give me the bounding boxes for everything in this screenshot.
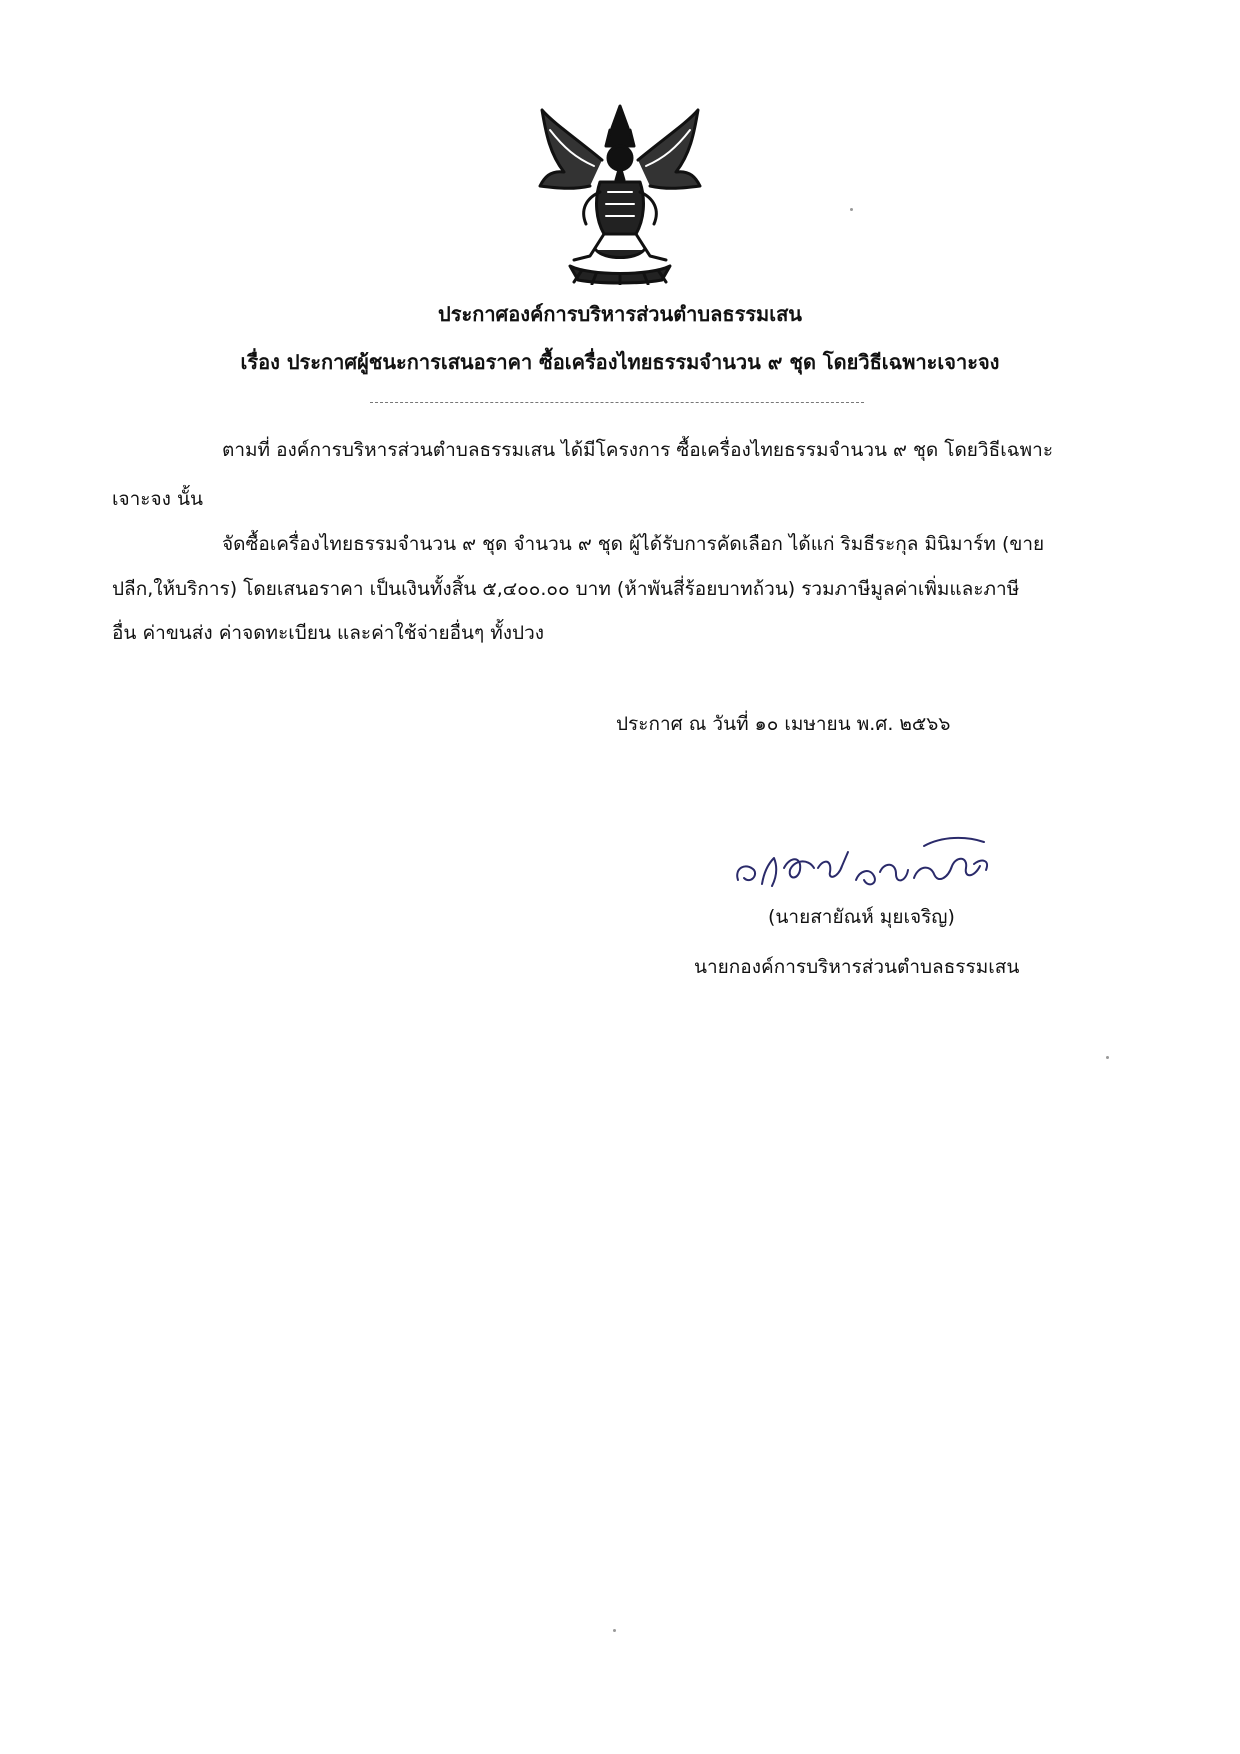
- paragraph-2-line-2: ปลีก,ให้บริการ) โดยเสนอราคา เป็นเงินทั้งสิ้น ๕,๔๐๐.๐๐ บาท (ห้าพันสี่ร้อยบาทถ้วน) รวมภาษีมูลค่าเพิ่มและภาษี: [112, 578, 1020, 600]
- announcement-date: ประกาศ ณ วันที่ ๑๐ เมษายน พ.ศ. ๒๕๖๖: [616, 713, 951, 735]
- scan-speck: [613, 1629, 616, 1632]
- signatory-position: นายกองค์การบริหารส่วนตำบลธรรมเสน: [694, 956, 1020, 978]
- handwritten-signature: [728, 828, 1008, 898]
- garuda-emblem-icon: [530, 100, 710, 285]
- document-title: ประกาศองค์การบริหารส่วนตำบลธรรมเสน: [438, 302, 802, 326]
- paragraph-1-line-2: เจาะจง นั้น: [112, 488, 203, 510]
- paragraph-1-line-1: ตามที่ องค์การบริหารส่วนตำบลธรรมเสน ได้มีโครงการ ซื้อเครื่องไทยธรรมจำนวน ๙ ชุด โดยวิธีเฉพาะ: [222, 439, 1054, 461]
- scan-speck: [850, 208, 853, 211]
- scan-speck: [1106, 1056, 1109, 1059]
- paragraph-2-line-3: อื่น ค่าขนส่ง ค่าจดทะเบียน และค่าใช้จ่ายอื่นๆ ทั้งปวง: [112, 622, 545, 644]
- divider: [370, 402, 864, 403]
- signatory-name: (นายสายัณห์ มุยเจริญ): [768, 906, 955, 928]
- paragraph-2-line-1: จัดซื้อเครื่องไทยธรรมจำนวน ๙ ชุด จำนวน ๙ ชุด ผู้ได้รับการคัดเลือก ได้แก่ ริมธีระกุล มินิมาร์ท (ขาย: [222, 533, 1045, 555]
- document-subject: เรื่อง ประกาศผู้ชนะการเสนอราคา ซื้อเครื่องไทยธรรมจำนวน ๙ ชุด โดยวิธีเฉพาะเจาะจง: [240, 350, 1000, 374]
